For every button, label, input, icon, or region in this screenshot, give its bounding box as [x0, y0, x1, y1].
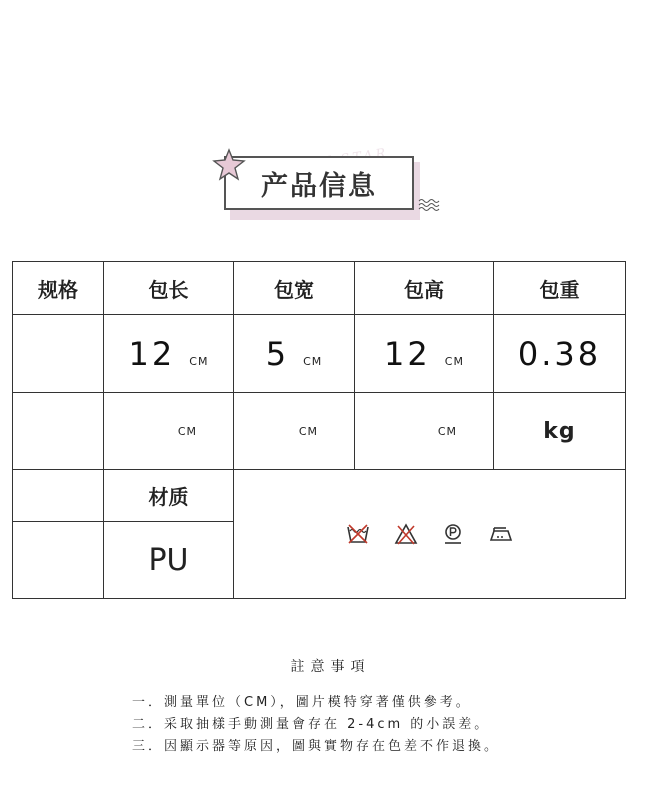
- badge-frame: [224, 156, 414, 210]
- height-cell: [355, 315, 494, 393]
- height-cell: [355, 393, 494, 470]
- page-title: 产品信息: [261, 170, 377, 202]
- title-badge: [212, 148, 452, 228]
- table-row: [13, 470, 626, 522]
- weight-cell: [494, 315, 626, 393]
- header-length: 包长: [104, 262, 234, 315]
- care-icons: [234, 523, 625, 545]
- table-row: [13, 393, 626, 470]
- list-item: 二．采取抽樣手動測量會存在 2-4cm 的小誤差。: [132, 717, 491, 732]
- length-cell: [104, 393, 234, 470]
- length-cell: [104, 315, 234, 393]
- list-item: 三．因顯示器等原因，圖與實物存在色差不作退換。: [132, 739, 501, 754]
- height-unit: CM: [437, 424, 457, 438]
- width-unit: CM: [303, 354, 323, 368]
- length-value: 12: [128, 334, 176, 373]
- notes-list: [132, 692, 500, 758]
- spec-cell: [13, 470, 104, 522]
- weight-cell: [494, 393, 626, 470]
- material-label: 材质: [104, 470, 234, 522]
- height-value: 12: [384, 334, 431, 373]
- width-value: 5: [265, 334, 290, 373]
- notes-title: 註意事項: [290, 659, 371, 675]
- star-icon: [212, 148, 246, 182]
- header-spec: 规格: [13, 262, 104, 315]
- width-cell: [234, 315, 355, 393]
- length-unit: CM: [189, 354, 209, 368]
- header-weight: 包重: [494, 262, 626, 315]
- table-row: [13, 315, 626, 393]
- do-not-bleach-icon: [394, 523, 418, 545]
- header-width: 包宽: [234, 262, 355, 315]
- care-cell: [234, 470, 626, 599]
- spec-cell: [13, 522, 104, 599]
- length-unit: CM: [177, 424, 197, 438]
- width-unit: CM: [298, 424, 318, 438]
- spec-cell: [13, 393, 104, 470]
- hand-wash-icon: [346, 523, 370, 545]
- wave-icon: [418, 198, 440, 212]
- spec-cell: [13, 315, 104, 393]
- iron-icon: [488, 523, 514, 545]
- table-header-row: [13, 262, 626, 315]
- material-value: PU: [104, 522, 234, 599]
- width-cell: [234, 393, 355, 470]
- weight-unit: kg: [543, 418, 576, 444]
- weight-value: 0.38: [517, 334, 602, 373]
- dry-clean-p-icon: [442, 523, 464, 545]
- list-item: 一．測量單位（CM），圖片模特穿著僅供參考。: [132, 695, 472, 710]
- header-height: 包高: [355, 262, 494, 315]
- spec-table: [12, 261, 626, 599]
- height-unit: CM: [444, 354, 464, 368]
